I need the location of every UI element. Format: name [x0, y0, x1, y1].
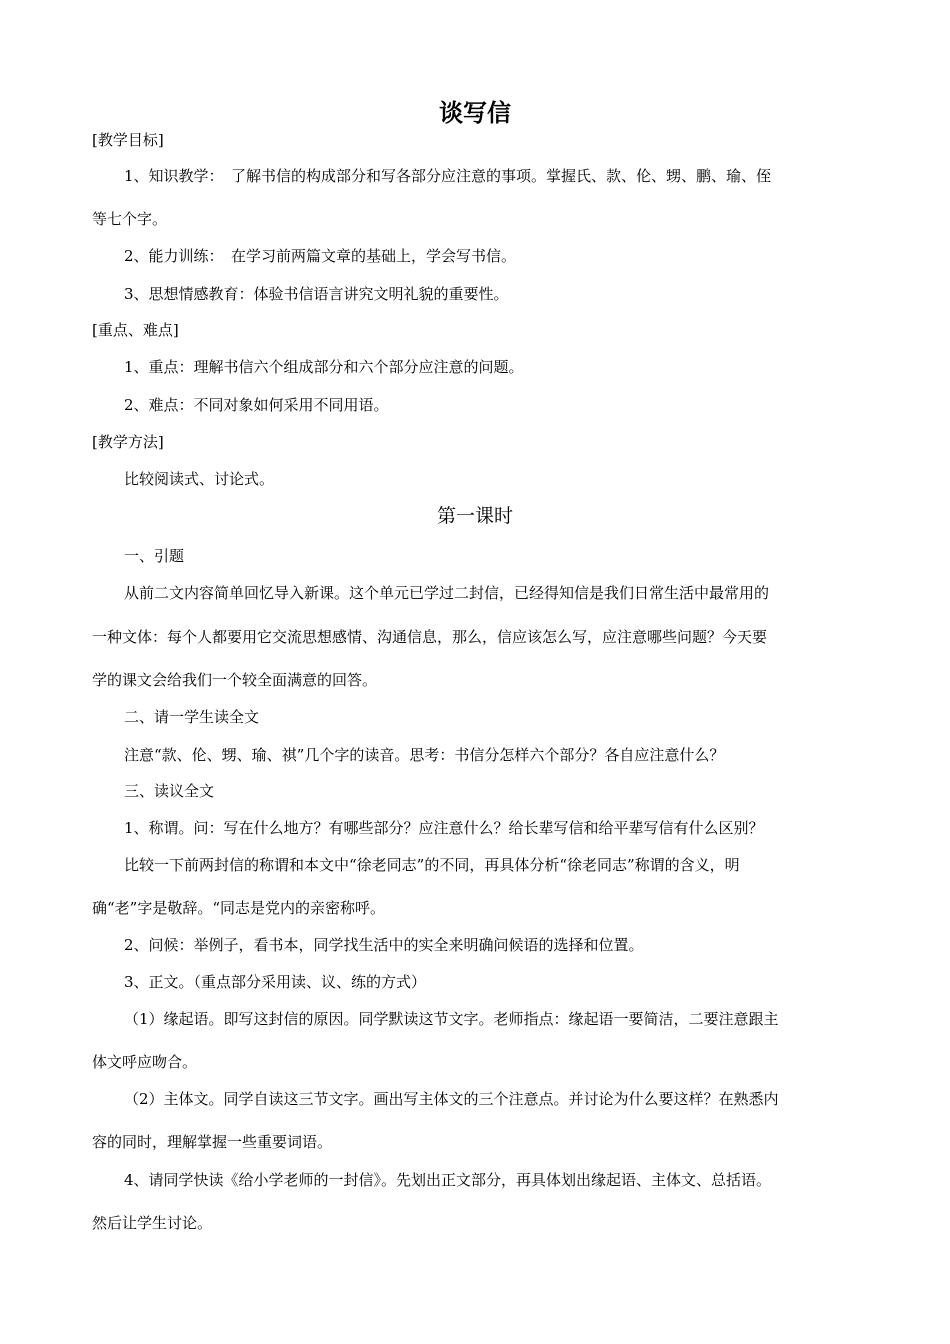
- section-heading-key-points: [重点、难点]: [92, 321, 179, 339]
- paragraph-line: 二、请一学生读全文: [124, 708, 260, 726]
- paragraph-line: 容的同时，理解掌握一些重要词语。: [92, 1133, 333, 1151]
- paragraph-line: 比较一下前两封信的称谓和本文中“徐老同志”的不同，再具体分析“徐老同志”称谓的含义，明: [124, 856, 740, 874]
- paragraph-line: 一种文体：每个人都要用它交流思想感情、沟通信息，那么，信应该怎么写，应注意哪些问题？今天要: [92, 628, 768, 646]
- paragraph-line: 比较阅读式、讨论式。: [124, 470, 275, 488]
- paragraph-line: 1、知识教学： 了解书信的构成部分和写各部分应注意的事项。掌握氏、款、伦、甥、鹏、瑜、侄: [124, 167, 772, 185]
- paragraph-line: 三、读议全文: [124, 782, 215, 800]
- paragraph-line: 确“老”字是敬辞。“同志是党内的亲密称呼。: [92, 899, 386, 917]
- paragraph-line: 等七个字。: [92, 210, 168, 228]
- paragraph-line: 4、请同学快读《给小学老师的一封信》。先划出正文部分，再具体划出缘起语、主体文、总括语。: [124, 1171, 772, 1189]
- lesson-title: 第一课时: [436, 505, 513, 527]
- paragraph-line: 体文呼应吻合。: [92, 1053, 198, 1071]
- paragraph-line: 一、引题: [124, 547, 185, 565]
- paragraph-line: 然后让学生讨论。: [92, 1214, 213, 1232]
- paragraph-line: （2）主体文。同学自读这三节文字。画出写主体文的三个注意点。并讨论为什么要这样？在熟悉内: [124, 1090, 779, 1108]
- paragraph-line: 2、难点：不同对象如何采用不同用语。: [124, 396, 389, 414]
- paragraph-line: 从前二文内容简单回忆导入新课。这个单元已学过二封信，已经得知信是我们日常生活中最常用的: [124, 584, 770, 602]
- paragraph-line: 3、思想情感教育：体验书信语言讲究文明礼貌的重要性。: [124, 285, 509, 303]
- section-heading-methods: [教学方法]: [92, 433, 164, 451]
- section-heading-objectives: [教学目标]: [92, 131, 164, 149]
- paragraph-line: 2、问候：举例子，看书本，同学找生活中的实全来明确问候语的选择和位置。: [124, 936, 644, 954]
- paragraph-line: 注意“款、伦、甥、瑜、祺”几个字的读音。思考：书信分怎样六个部分？各自应注意什么？: [124, 746, 725, 764]
- document-title: 谈写信: [439, 99, 511, 127]
- paragraph-line: 1、重点：理解书信六个组成部分和六个部分应注意的问题。: [124, 358, 524, 376]
- paragraph-line: 2、能力训练： 在学习前两篇文章的基础上，学会写书信。: [124, 247, 517, 265]
- paragraph-line: （1）缘起语。即写这封信的原因。同学默读这节文字。老师指点：缘起语一要简洁，二要注意跟主: [124, 1010, 779, 1028]
- paragraph-line: 3、正文。（重点部分采用读、议、练的方式）: [124, 973, 427, 991]
- paragraph-line: 1、称谓。问：写在什么地方？有哪些部分？应注意什么？给长辈写信和给平辈写信有什么区别？: [124, 819, 764, 837]
- paragraph-line: 学的课文会给我们一个较全面满意的回答。: [92, 671, 378, 689]
